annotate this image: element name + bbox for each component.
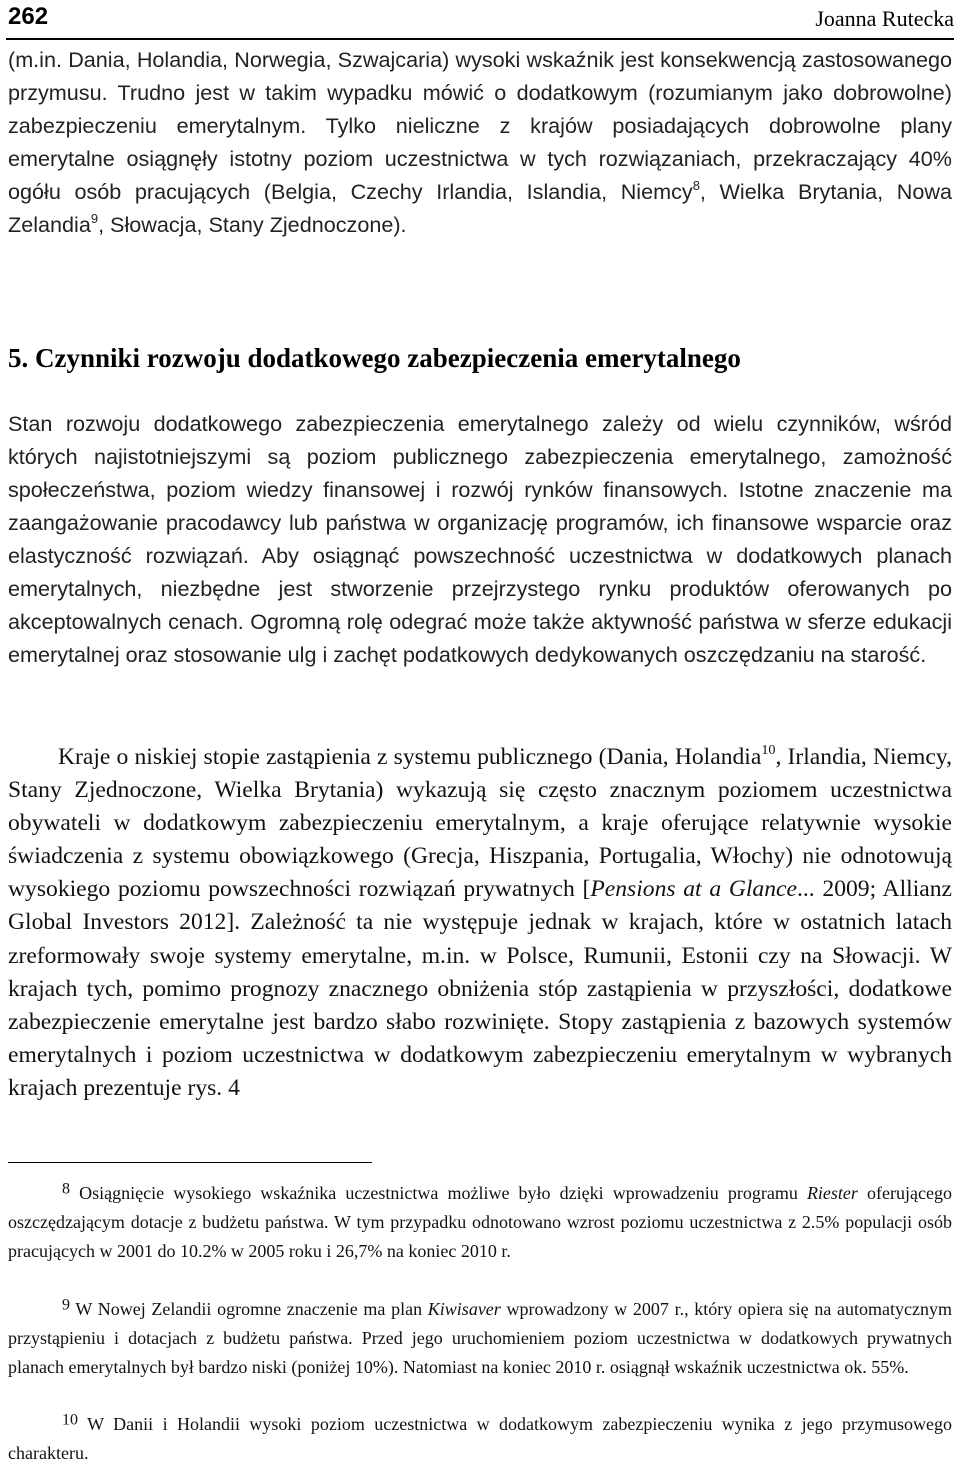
footnote-9-text: W Nowej Zelandii ogromne znaczenie ma plan bbox=[75, 1299, 428, 1319]
paragraph-intro-text: (m.in. Dania, Holandia, Norwegia, Szwajcaria) wysoki wskaźnik jest konsekwencją zastosowanego przymusu. Trudno jest w takim wypadku mówić o dodatkowym (rozumianym jako dobrowolne) zabezpieczeniu emerytalnym. Tylko nieliczne z krajów posiadających dobrowolne plany emerytalne osiągnęły istotny poziom uczestnictwa w tych rozwiązaniach, przekraczający 40% ogółu osób pracujących (Belgia, Czechy Irlandia, Islandia, Niemcy bbox=[8, 47, 952, 204]
footnote-8-text: Osiągnięcie wysokiego wskaźnika uczestnictwa możliwe było dzięki wprowadzeniu programu bbox=[79, 1183, 807, 1203]
paragraph-countries-text-3: ... 2009; Allianz Global Investors 2012]. Zależność ta nie występuje jednak w krajach, które w ostatnich latach zreformowały swoje systemy emerytalne, m.in. w Polsce, Rumunii, Estonii czy na Słowacji. W krajach tych, pomimo prognozy znacznego obniżenia stóp zastąpienia w przyszłości, dodatkowe zabezpieczenie emerytalne jest bardzo słabo rozwinięte. Stopy zastąpienia z bazowych systemów emerytalnych i poziom uczestnictwa w dodatkowym zabezpieczeniu emerytalnym w wybranych krajach prezentuje rys. 4 bbox=[8, 876, 952, 1101]
footnote-8-number: 8 bbox=[62, 1180, 70, 1198]
footnote-9-italic: Kiwisaver bbox=[427, 1299, 501, 1319]
page-header bbox=[6, 0, 954, 40]
footnote-ref-9[interactable]: 9 bbox=[90, 210, 99, 226]
footnote-10 bbox=[8, 1410, 952, 1468]
footnote-ref-10[interactable]: 10 bbox=[761, 742, 776, 759]
paragraph-factors bbox=[8, 407, 952, 671]
footnote-separator bbox=[8, 1162, 372, 1163]
footnote-8-text-after: oferującego oszczędzającym dotacje z budżetu państwa. W tym przypadku odnotowano wzrost poziomu uczestnictwa z 2.5% populacji osób pracujących w 2001 do 10.2% w 2005 roku i 26,7% na koniec 2010 r. bbox=[8, 1183, 952, 1261]
footnote-8-italic: Riester bbox=[806, 1183, 858, 1203]
paragraph-countries bbox=[8, 741, 952, 1105]
running-head-author: Joanna Rutecka bbox=[815, 6, 954, 31]
paragraph-intro-text-3: , Słowacja, Stany Zjednoczone). bbox=[98, 212, 407, 237]
footnote-9-text-after: wprowadzony w 2007 r., który opiera się na automatycznym przystąpieniu i dotacjach z budżetu państwa. Przed jego uruchomieniem poziom uczestnictwa w dodatkowych prywatnych planach emerytalnych był bardzo niski (poniżej 10%). Natomiast na koniec 2010 r. osiągnął wskaźnik uczestnictwa ok. 55%. bbox=[8, 1299, 952, 1377]
footnote-ref-8[interactable]: 8 bbox=[692, 177, 700, 193]
footnote-9 bbox=[8, 1295, 952, 1382]
footnote-8 bbox=[8, 1179, 952, 1266]
footnote-10-number: 10 bbox=[62, 1411, 78, 1429]
citation-title: Pensions at a Glance bbox=[590, 876, 797, 903]
paragraph-intro-text-2: , Wielka Brytania, Nowa Zelandia bbox=[8, 179, 952, 237]
paragraph-countries-text: Kraje o niskiej stopie zastąpienia z systemu publicznego (Dania, Holandia bbox=[58, 744, 762, 770]
paragraph-countries-text-2: , Irlandia, Niemcy, Stany Zjednoczone, Wielka Brytania) wykazują się często znacznym poziomem uczestnictwa obywateli w dodatkowym zabezpieczeniu emerytalnym, a kraje oferujące relatywnie wysokie świadczenia z systemu obowiązkowego (Grecja, Hiszpania, Portugalia, Włochy) nie odnotowują wysokiego poziomu powszechności rozwiązań prywatnych [ bbox=[8, 744, 952, 903]
page-number: 262 bbox=[8, 3, 49, 30]
footnote-10-text: W Danii i Holandii wysoki poziom uczestnictwa w dodatkowym zabezpieczeniu wynika z jego przymusowego charakteru. bbox=[8, 1414, 952, 1463]
paragraph-factors-text: Stan rozwoju dodatkowego zabezpieczenia emerytalnego zależy od wielu czynników, wśród których najistotniejszymi są poziom publicznego zabezpieczenia emerytalnego, zamożność społeczeństwa, poziom wiedzy finansowej i rozwój rynków finansowych. Istotne znaczenie ma zaangażowanie pracodawcy lub państwa w organizację programów, ich finansowe wsparcie oraz elastyczność rozwiązań. Aby osiągnąć powszechność uczestnictwa w dodatkowych planach emerytalnych, niezbędne jest stworzenie przejrzystego rynku produktów oferowanych po akceptowalnych cenach. Ogromną rolę odegrać może także aktywność państwa w sferze edukacji emerytalnej oraz stosowanie ulg i zachęt podatkowych dedykowanych oszczędzaniu na starość. bbox=[8, 411, 952, 667]
footnote-9-number: 9 bbox=[62, 1296, 70, 1314]
section-heading: 5. Czynniki rozwoju dodatkowego zabezpieczenia emerytalnego bbox=[8, 343, 741, 373]
paragraph-intro bbox=[8, 43, 952, 241]
